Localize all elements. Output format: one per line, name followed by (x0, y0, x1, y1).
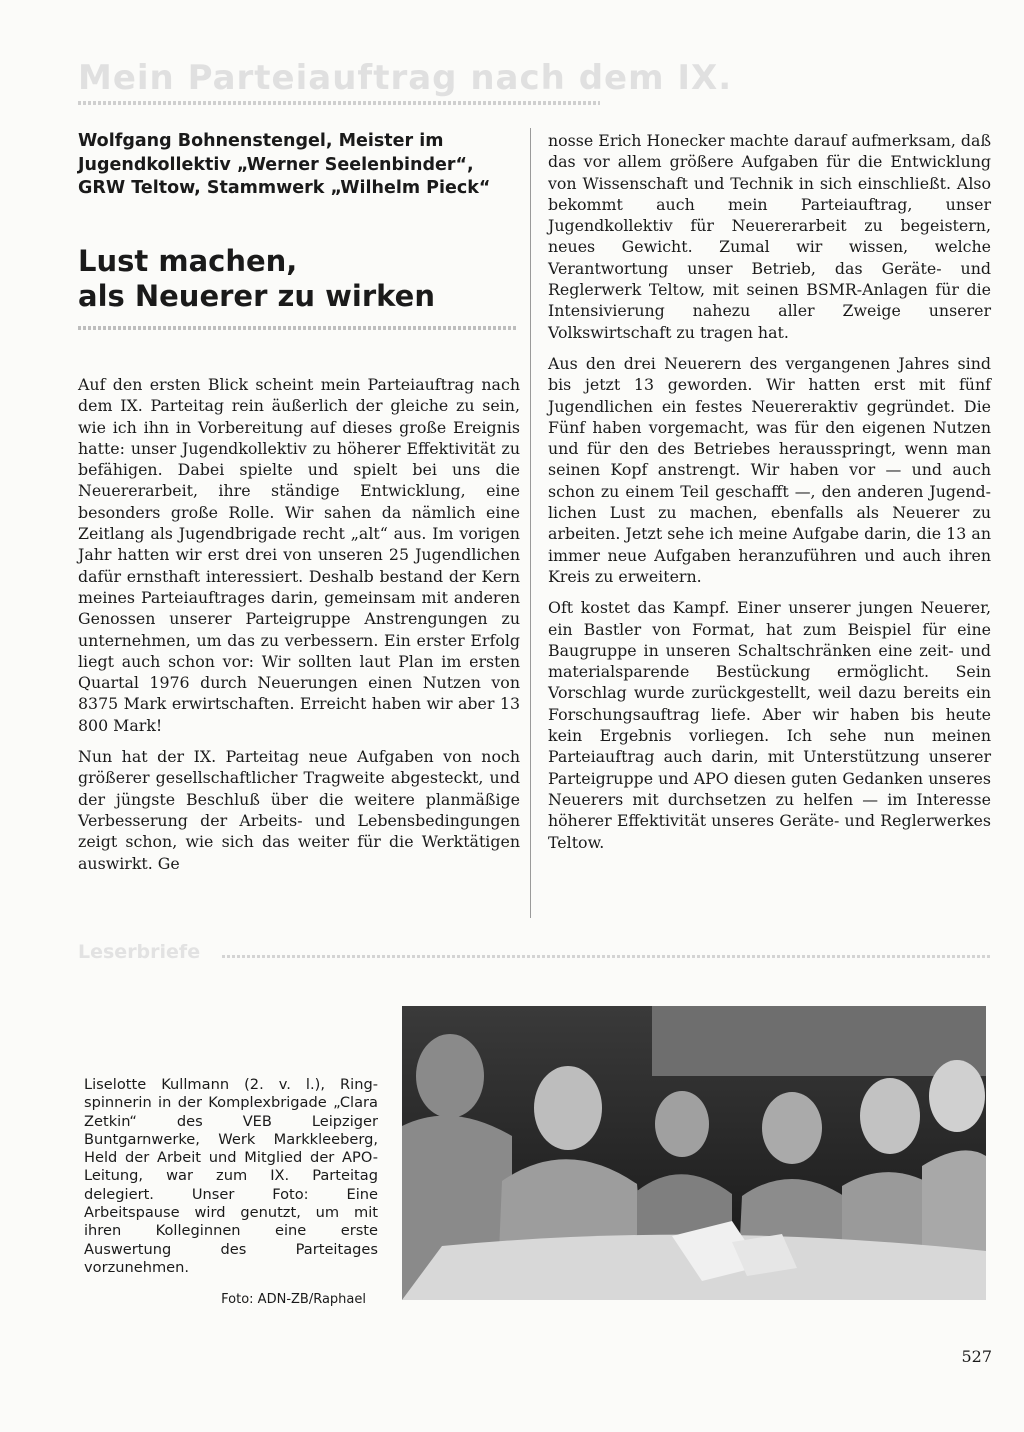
author-byline (78, 130, 518, 201)
photo-illustration (402, 1006, 986, 1300)
page-number: 527 (961, 1347, 992, 1366)
column-divider (530, 128, 531, 918)
article-paragraph: Oft kostet das Kampf. Einer unserer jungen Neuerer, ein Bastler von Format, hat zum Beispiel für eine Baugruppe in unseren Schaltschränken eine zeit- und materialsparende Bestückung ermöglicht. Sein Vorschlag wurde zurückgestellt, weil dazu bereits ein Forschungsauftrag liefe. Aber wir haben bis heute kein Ergebnis vorliegen. Ich sehe nun meinen Parteiauftrag auch darin, mit Unterstützung unserer Parteigruppe und APO diesen guten Gedanken unseres Neuerers mit durchsetzen zu helfen — im Interesse höherer Effektivität unseres Geräte- und Reglerwerkes Teltow. (548, 598, 991, 852)
section-heading-rule (78, 101, 600, 105)
article-paragraph: Nun hat der IX. Parteitag neue Aufgaben von noch größerer gesellschaftlicher Tragweite abgesteckt, und der jüngste Beschluß über die weitere planmäßige Verbesserung der Arbeits- und Lebensbedingungen zeigt schon, wie sich das weiter für die Werktätigen auswirkt. Ge (78, 747, 520, 873)
article-paragraph: nosse Erich Honecker machte darauf aufmerksam, daß das vor allem größere Aufgaben für die Entwicklung von Wissenschaft und Technik in sich einschließt. Also bekommt auch mein Parteiauftrag, unser Jugendkollektiv für Neuererarbeit zu begeistern, neues Gewicht. Zumal wir wissen, welche Verantwortung unser Betrieb, das Geräte- und Reglerwerk Teltow, mit seinen BSMR-Anlagen für die Intensivierung nahezu aller Zweige unserer Volkswirtschaft zu tragen hat. (548, 131, 991, 342)
article-column-left (78, 374, 520, 884)
author-line: Wolfgang Bohnenstengel, Meister im (78, 131, 444, 151)
author-line: Jugendkollektiv „Werner Seelenbinder“, (78, 154, 474, 175)
photo-caption: Liselotte Kullmann (2. v. l.), Ringspinnerin in der Komplexbrigade „Clara Zetkin“ des VEB Leipziger Buntgarnwerke, Werk Markkleeberg, Held der Arbeit und Mitglied der APO-Leitung, war zum IX. Parteitag delegiert. Unser Foto: Eine Arbeitspause wird genutzt, um mit ihren Kolleginnen eine erste Auswertung des Parteitages vorzunehmen. (84, 1076, 378, 1276)
author-line: GRW Teltow, Stammwerk „Wilhelm Pieck“ (78, 178, 491, 198)
article-column-right (548, 130, 991, 863)
headline-line: Lust machen, (78, 244, 298, 278)
section-heading: Mein Parteiauftrag nach dem IX. (78, 58, 733, 98)
article-paragraph: Aus den drei Neuerern des vergangenen Jahres sind bis jetzt 13 geworden. Wir hatten erst mit fünf Jugendlichen ein festes Neuereraktiv gegründet. Die Fünf haben vorgemacht, was für den eigenen Nutzen und für den des Betriebes herausspringt, wenn man seinen Kopf anstrengt. Wir haben vor — und auch schon zu einem Teil geschafft —, den anderen Jugendlichen Lust zu machen, ebenfalls als Neuerer zu arbeiten. Jetzt sehe ich meine Aufgabe darin, die 13 an immer neue Aufgaben heranzuführen und auch ihren Kreis zu erweitern. (548, 353, 991, 586)
news-photo (402, 1006, 986, 1300)
article-headline (78, 244, 518, 314)
photo-credit: Foto: ADN-ZB/Raphael (221, 1292, 366, 1307)
headline-line: als Neuerer zu wirken (78, 279, 435, 313)
headline-rule (78, 326, 518, 330)
letters-heading: Leserbriefe (78, 941, 201, 963)
article-paragraph: Auf den ersten Blick scheint mein Parteiauftrag nach dem IX. Parteitag rein äußerlich der gleiche zu sein, wie ich ihn in Vorbereitung auf dieses große Ereignis hatte: unser Jugendkollektiv zu höherer Effektivität zu befähigen. Dabei spielte und spielt bei uns die Neuererarbeit, ihre ständige Entwicklung, eine besonders große Rolle. Wir sahen da nämlich eine Zeitlang als Jugendbrigade recht „alt“ aus. Im vorigen Jahr hatten wir erst drei von unseren 25 Jugendlichen dafür ernsthaft interessiert. Deshalb bestand der Kern meines Parteiauftrages darin, gemeinsam mit anderen Genossen unserer Parteigruppe Anstrengungen zu unternehmen, um das zu verbessern. Ein erster Erfolg liegt auch schon vor: Wir sollten laut Plan im ersten Quartal 1976 durch Neuerungen einen Nutzen von 8375 Mark erwirtschaften. Erreicht haben wir aber 13 800 Mark! (78, 375, 520, 735)
letters-heading-rule (222, 955, 992, 958)
